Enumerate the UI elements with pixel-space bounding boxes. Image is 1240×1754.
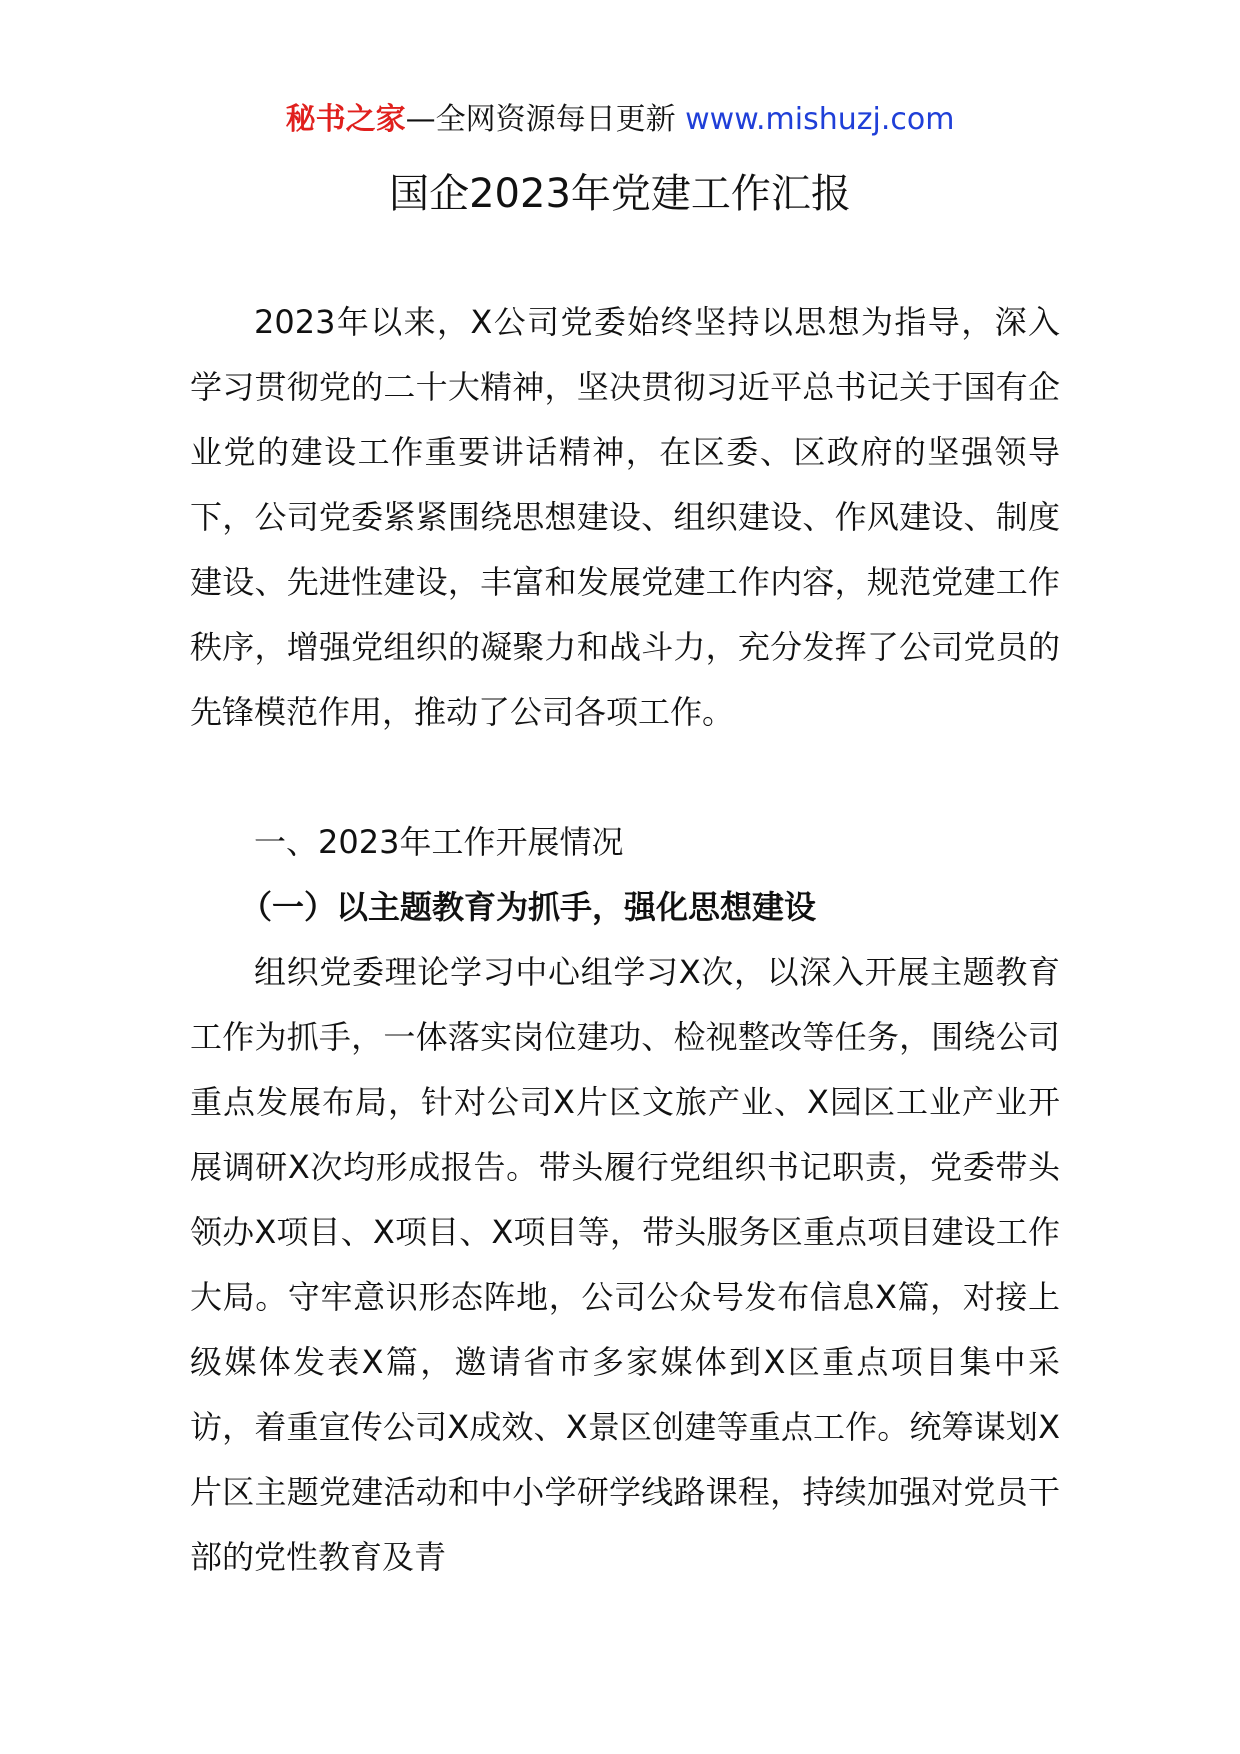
section-heading: 一、2023年工作开展情况	[254, 823, 624, 861]
sub-heading: （一）以主题教育为抓手，强化思想建设	[240, 888, 817, 926]
header-tagline: —全网资源每日更新	[405, 102, 676, 137]
site-header	[0, 98, 1240, 142]
section-paragraph: 组织党委理论学习中心组学习X次，以深入开展主题教育工作为抓手，一体落实岗位建功、检视整改等任务，围绕公司重点发展布局，针对公司X片区文旅产业、X园区工业产业开展调研X次均形成报告。带头履行党组织书记职责，党委带头领办X项目、X项目、X项目等，带头服务区重点项目建设工作大局。守牢意识形态阵地，公司公众号发布信息X篇，对接上级媒体发表X篇，邀请省市多家媒体到X区重点项目集中采访，着重宣传公司X成效、X景区创建等重点工作。统筹谋划X片区主题党建活动和中小学研学线路课程，持续加强对党员干部的党性教育及青	[190, 953, 1060, 1576]
intro-paragraph: 2023年以来，X公司党委始终坚持以思想为指导，深入学习贯彻党的二十大精神，坚决贯彻习近平总书记关于国有企业党的建设工作重要讲话精神，在区委、区政府的坚强领导下，公司党委紧紧围绕思想建设、组织建设、作风建设、制度建设、先进性建设，丰富和发展党建工作内容，规范党建工作秩序，增强党组织的凝聚力和战斗力，充分发挥了公司党员的先锋模范作用，推动了公司各项工作。	[190, 303, 1060, 731]
site-url-link[interactable]: www.mishuzj.com	[685, 102, 955, 137]
brand-name: 秘书之家	[285, 102, 406, 137]
document-title: 国企2023年党建工作汇报	[389, 171, 851, 217]
